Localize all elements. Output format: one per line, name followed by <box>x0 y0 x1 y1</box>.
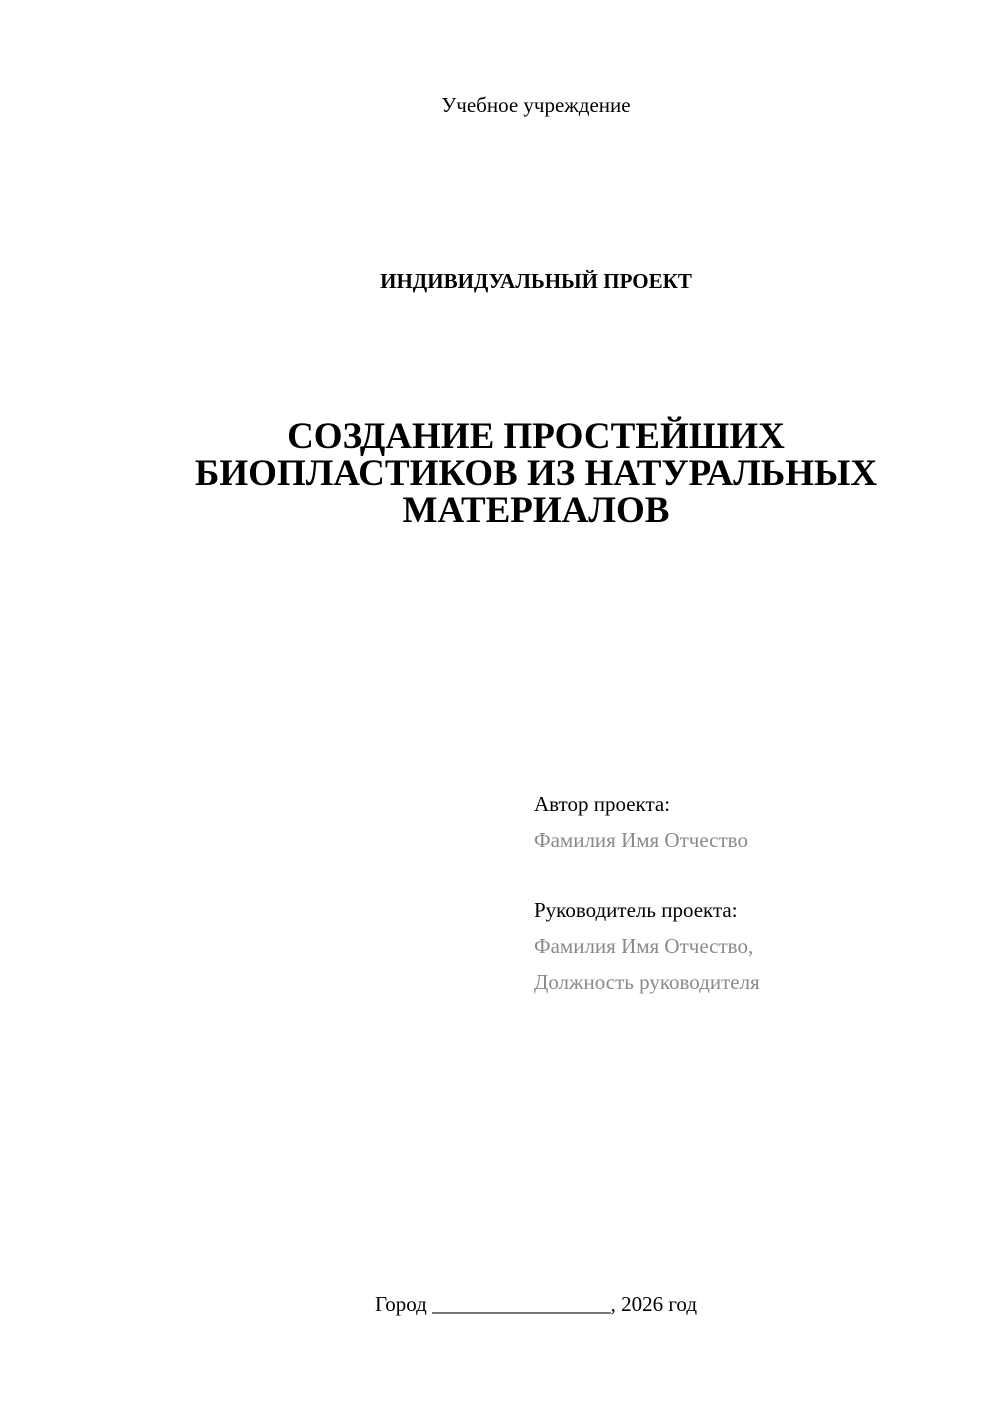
supervisor-block <box>534 892 964 1000</box>
project-title-line: БИОПЛАСТИКОВ ИЗ НАТУРАЛЬНЫХ <box>194 453 878 494</box>
institution-name: Учебное учреждение <box>441 93 631 117</box>
project-type-heading: ИНДИВИДУАЛЬНЫЙ ПРОЕКТ <box>380 269 692 293</box>
author-block <box>534 786 964 858</box>
supervisor-label: Руководитель проекта: <box>534 898 738 922</box>
project-title <box>150 418 922 529</box>
project-title-line: МАТЕРИАЛОВ <box>402 490 670 531</box>
author-label: Автор проекта: <box>534 792 671 816</box>
city-year-line: Город _________________, 2026 год <box>374 1292 698 1316</box>
supervisor-name: Фамилия Имя Отчество, <box>534 934 754 958</box>
author-name: Фамилия Имя Отчество <box>534 828 748 852</box>
supervisor-position: Должность руководителя <box>534 970 760 994</box>
project-title-line: СОЗДАНИЕ ПРОСТЕЙШИХ <box>287 416 785 457</box>
